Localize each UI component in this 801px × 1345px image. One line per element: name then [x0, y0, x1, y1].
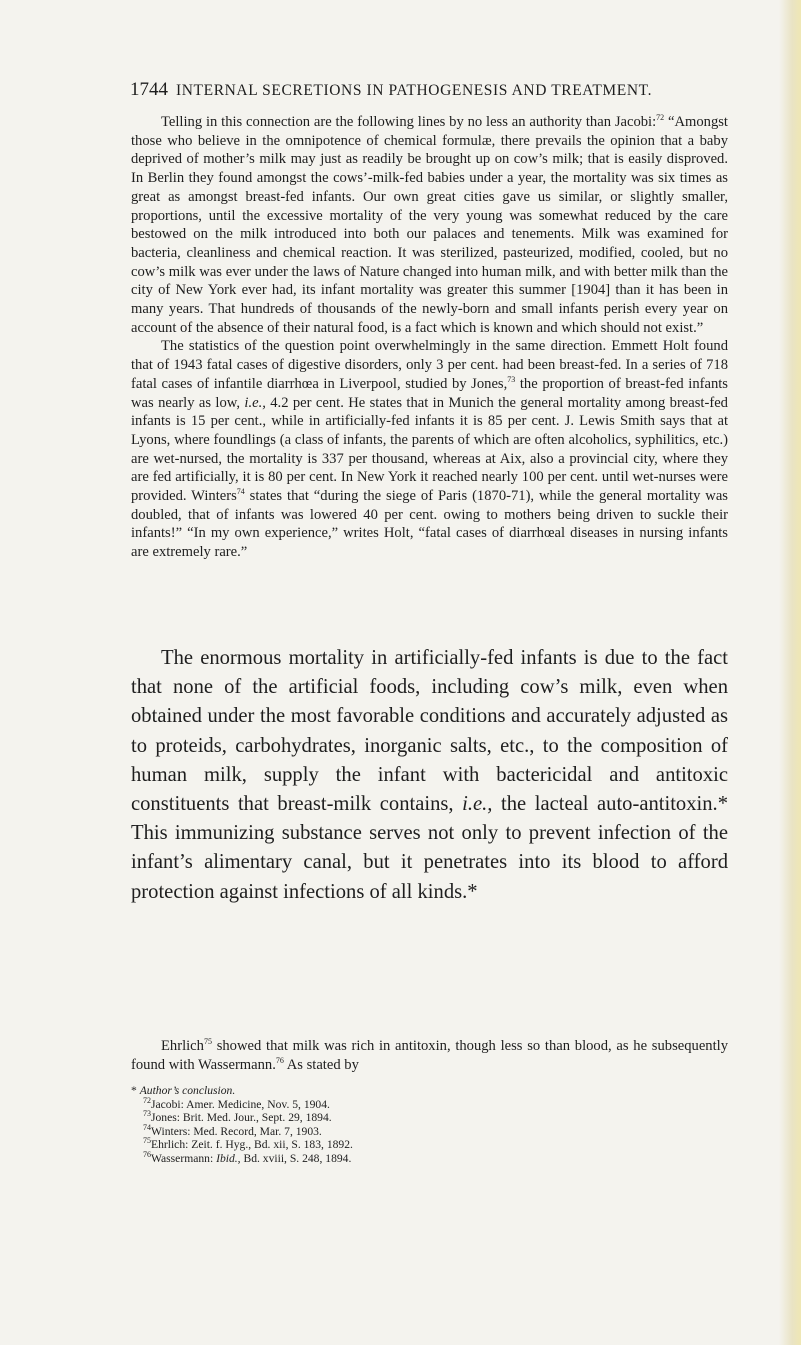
footnote-ref: 75 [203, 1037, 212, 1047]
footnote-star: * Author’s conclusion. [131, 1084, 236, 1097]
conclusion-paragraph: The enormous mortality in artificially-fed infants is due to the fact that none of the artificial foods, including cow’s milk, even when obtained under the most favorable conditions and accurately adjusted as to proteids, carbohydrates, inorganic salts, etc., to the composition of human milk, supply the infant with bactericidal and antitoxic constituents that breast-milk contains, i.e., the lacteal auto-antitoxin.* This immunizing substance serves not only to prevent infection of the infant’s alimentary canal, but it penetrates into its blood to afford protection against infections of all kinds.* [131, 647, 728, 903]
footnote-ref: 73 [507, 374, 516, 384]
footnote-ref: 76 [275, 1055, 284, 1065]
footnote-item: $^{76}$Wassermann: Ibid., Bd. xviii, S. 248, 1894. [143, 1150, 352, 1165]
running-header [130, 79, 730, 101]
page-number: 1744 [130, 79, 168, 100]
paragraph-ehrlich: Ehrlich$^{75}$ showed that milk was rich in antitoxin, though less so than blood, as he subsequently found with Wassermann.$^{76}$ As stated by [131, 1037, 728, 1073]
paragraph-statistics: The statistics of the question point overwhelmingly in the same direction. Emmett Holt found that of 1943 fatal cases of digestive disorders, only 3 per cent. had been breast-fed. In a series of 718 fatal cases of infantile diarrhœa in Liverpool, studied by Jones,$^{73}$ the proportion of breast-fed infants was nearly as low, i.e., 4.2 per cent. He states that in Munich the general mortality among breast-fed infants is 15 per cent., while in artificially-fed infants it is 85 per cent. J. Lewis Smith says that at Lyons, where foundlings (a class of infants, the parents of which are often alcoholics, syphilitics, etc.) are wet-nursed, the mortality is 337 per thousand, whereas at Aix, also a provincial city, where they are fed artificially, it is 80 per cent. In New York it reached nearly 100 per cent. until wet-nurses were provided. Winters$^{74}$ states that “during the siege of Paris (1870-71), while the general mortality was doubled, that of infants was lowered 40 per cent. owing to mothers being driven to suckle their infants!” “In my own experience,” writes Holt, “fatal cases of diarrhœal diseases in nursing infants are extremely rare.” [131, 338, 728, 561]
footnote-item: $^{73}$Jones: Brit. Med. Jour., Sept. 29, 1894. [143, 1109, 332, 1125]
footnote-item: $^{75}$Ehrlich: Zeit. f. Hyg., Bd. xii, S. 183, 1892. [143, 1136, 353, 1152]
footnote-ref: 74 [236, 487, 245, 497]
body-text [131, 113, 728, 562]
paragraph-jacobi-quote: Telling in this connection are the following lines by no less an authority than Jacobi:$^{72}$ “Amongst those who believe in the omnipotence of chemical formulæ, there prevails the opinion that a baby deprived of mother’s milk may just as readily be brought up on cow’s milk; that is easily disproved. In Berlin they found amongst the cows’-milk-fed babies under a year, the mortality was six times as great as amongst breast-fed infants. Our own great cities gave us similar, or slightly smaller, proportions, until the excessive mortality of the very young was somewhat reduced by the care bestowed on the milk introduced into both our palaces and tenements. Milk was examined for bacteria, cleanliness and chemical reaction. It was sterilized, pasteurized, modified, cooled, but no cow’s milk was ever under the laws of Nature changed into human milk, and with better milk than the city of New York ever had, its infant mortality was greater this summer [1904] than it has been in many years. That hundreds of thousands of the newly-born and small infants perish every year on account of the absence of their natural food, is a fact which is known and which should not exist.” [131, 113, 728, 336]
footnote-item: $^{72}$Jacobi: Amer. Medicine, Nov. 5, 1904. [143, 1095, 330, 1111]
footnotes [131, 1084, 631, 1166]
footnote-item: $^{74}$Winters: Med. Record, Mar. 7, 1903. [143, 1122, 322, 1138]
page-edge-shading [779, 0, 801, 1345]
running-title: INTERNAL SECRETIONS IN PATHOGENESIS AND TREATMENT. [176, 82, 653, 99]
footnote-ref: 72 [656, 113, 665, 123]
